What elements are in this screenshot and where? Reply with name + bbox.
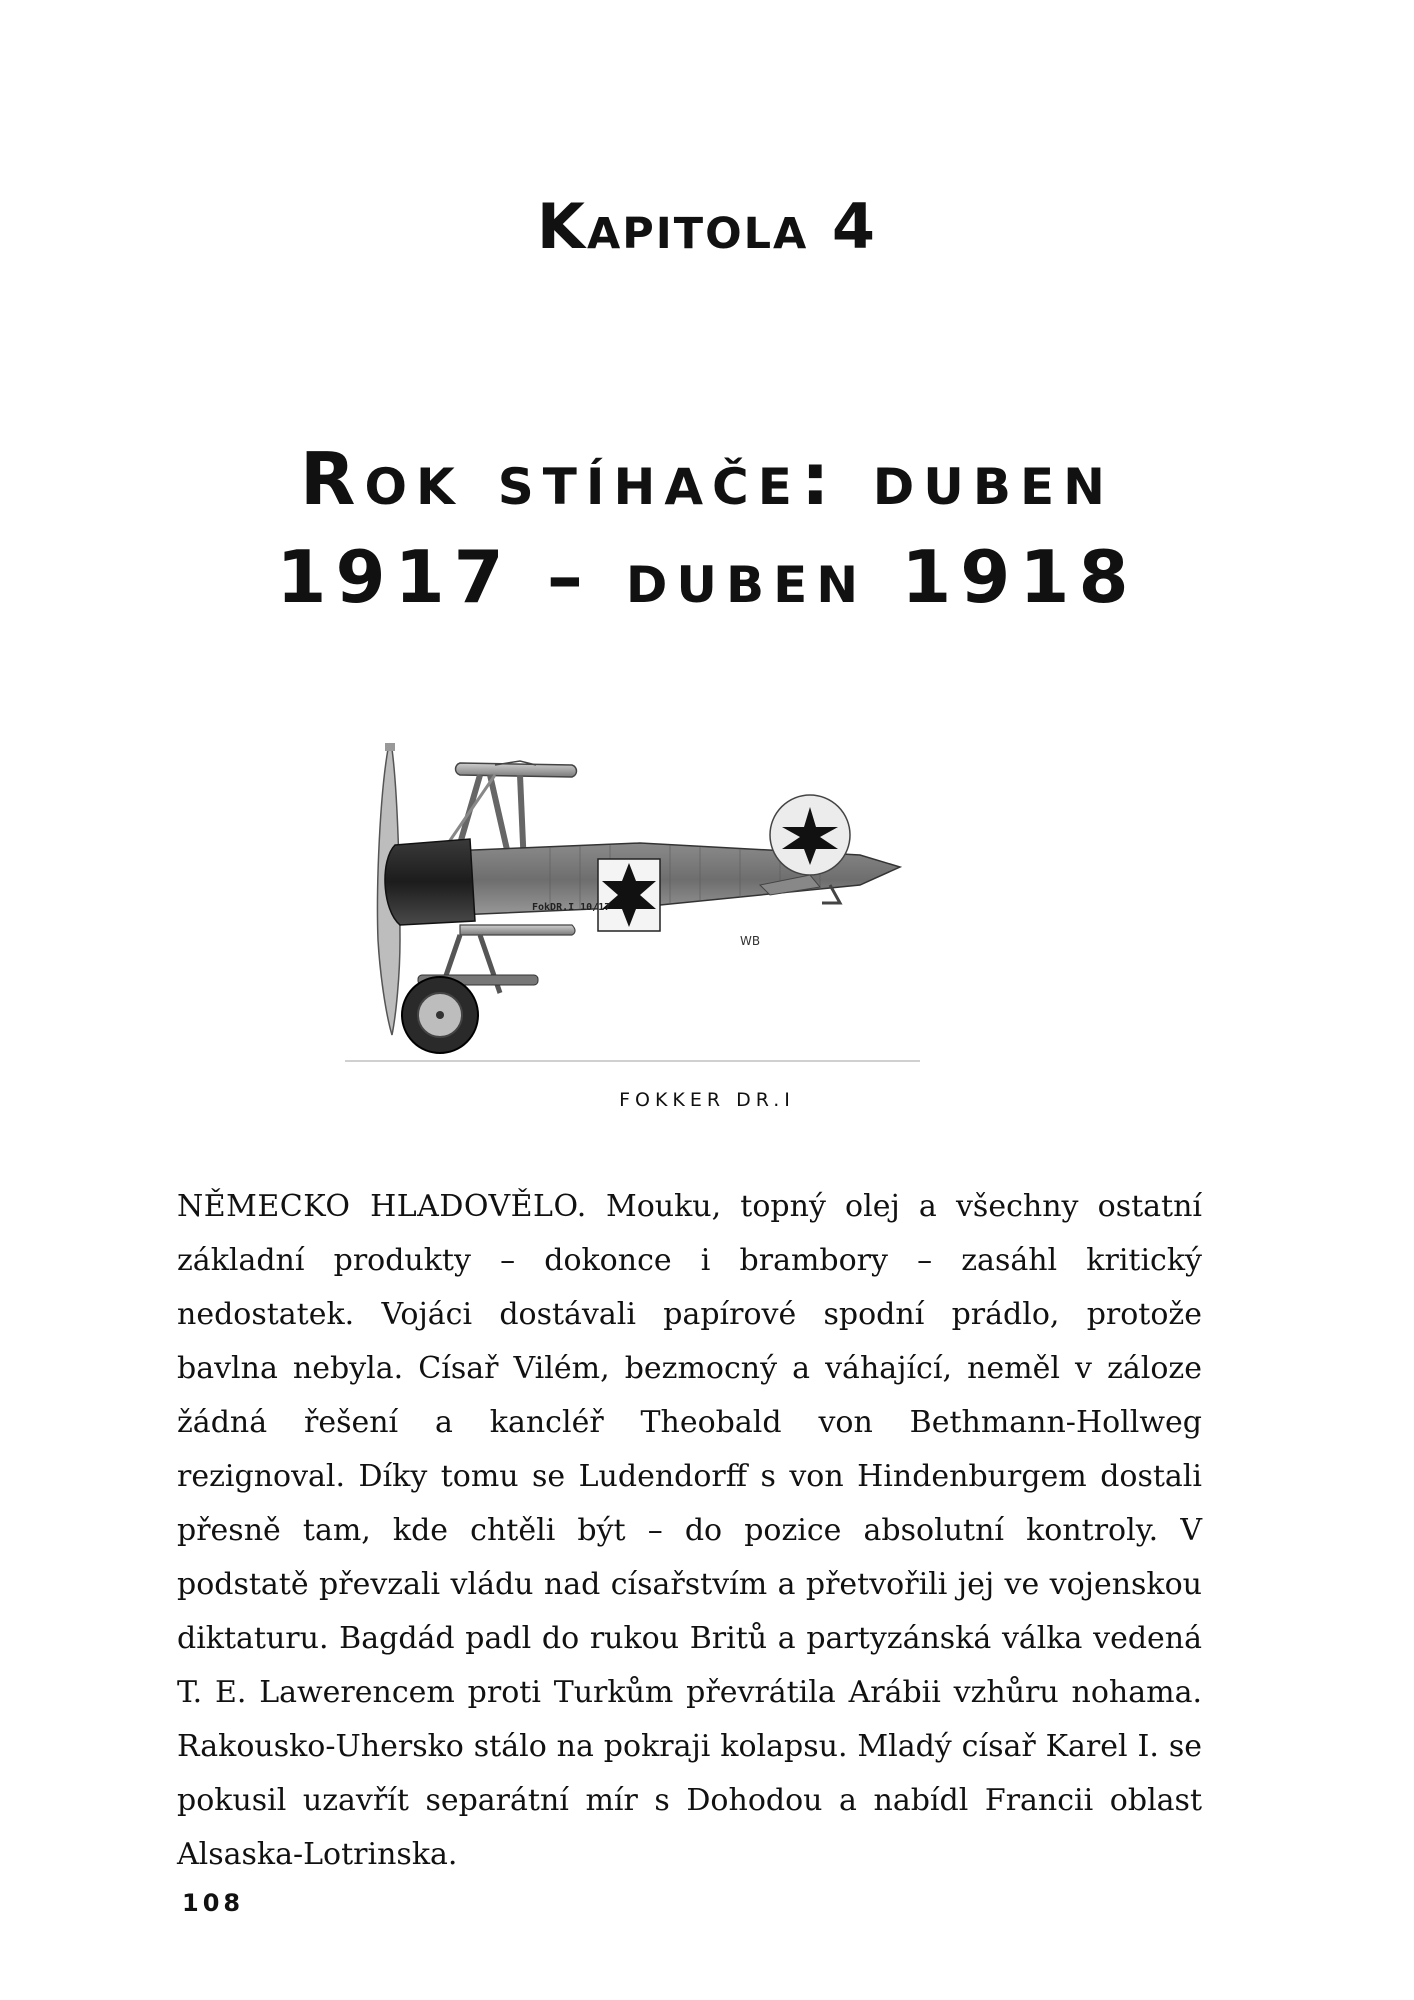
body-paragraph: [177, 1180, 1202, 1882]
figure-caption: FOKKER DR.I: [619, 1089, 795, 1111]
chapter-title-line-1: Rok stíhače: duben: [300, 437, 1114, 521]
aircraft-drawing: [340, 735, 980, 1065]
page-number: 108: [182, 1889, 245, 1917]
artist-mark: WB: [740, 934, 761, 948]
chapter-label: Kapitola 4: [536, 190, 878, 263]
fuselage-marking: FokDR.I 10/17: [532, 902, 611, 913]
fokker-triplane-illustration: [340, 735, 980, 1065]
chapter-title: [200, 430, 1214, 626]
paragraph-lead-in: NĚMECKO HLADOVĚLO.: [177, 1189, 587, 1224]
chapter-title-line-2: 1917 – duben 1918: [276, 535, 1138, 619]
paragraph-text: Mouku, topný olej a všechny ostatní základní produkty – dokonce i brambory – zasáhl kritický nedostatek. Vojáci dostávali papírové spodní prádlo, protože bavlna nebyla. Císař Vilém, bezmocný a váhající, neměl v záloze žádná řešení a kancléř Theobald von Bethmann-Hollweg rezignoval. Díky tomu se Ludendorff s von Hindenburgem dostali přesně tam, kde chtěli být – do pozice absolutní kontroly. V podstatě převzali vládu nad císařstvím a přetvořili jej ve vojenskou diktaturu. Bagdád padl do rukou Britů a partyzánská válka vedená T. E. Lawerencem proti Turkům převrátila Arábii vzhůru nohama. Rakousko-Uhersko stálo na pokraji kolapsu. Mladý císař Karel I. se pokusil uzavřít separátní mír s Dohodou a nabídl Francii oblast Alsaska-Lotrinska.: [177, 1189, 1203, 1872]
